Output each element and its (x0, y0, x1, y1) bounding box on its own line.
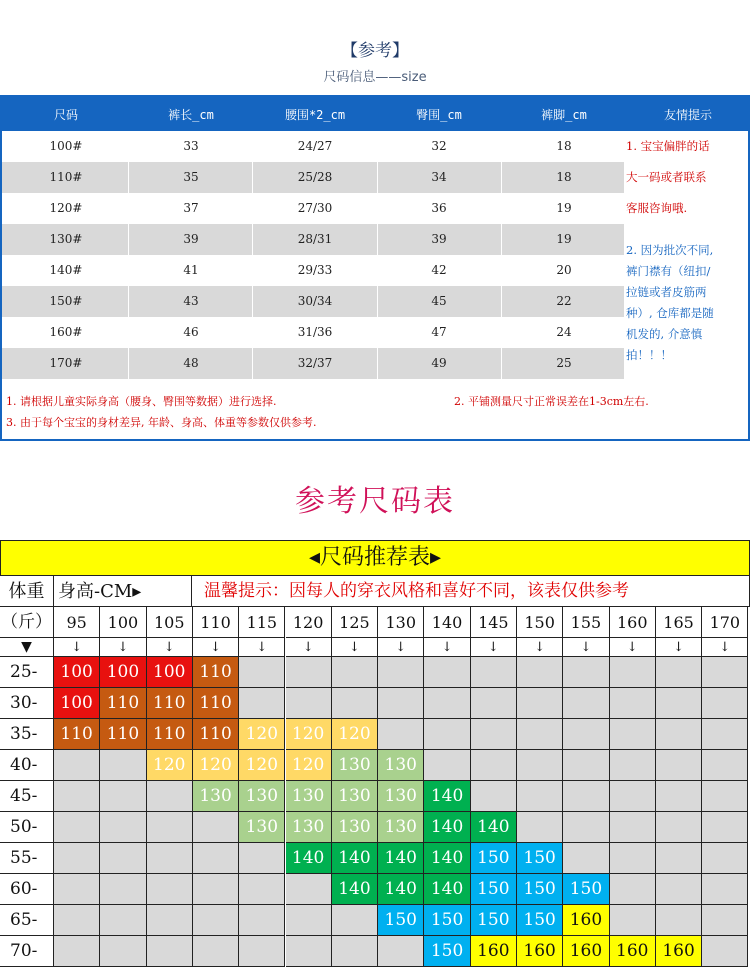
table-cell: 36 (431, 201, 447, 215)
table-cell: 47 (431, 325, 447, 339)
table-cell: 37 (183, 201, 199, 215)
size-cell (100, 874, 146, 905)
size-cell (610, 843, 656, 874)
size-cell (656, 688, 702, 719)
size-cell: 160 (563, 905, 609, 936)
size-cell (286, 688, 332, 719)
size-cell (656, 657, 702, 688)
ref-title: 【参考】 (341, 41, 409, 61)
weight-label: 体重 (0, 576, 54, 607)
size-cell (563, 750, 609, 781)
size-cell: 120 (286, 750, 332, 781)
size-cell (517, 657, 563, 688)
size-cell: 130 (332, 750, 378, 781)
table-cell: 30/34 (297, 294, 333, 308)
size-cell (54, 750, 100, 781)
ref-subtitle: 尺码信息——size (323, 70, 427, 85)
height-value: 140 (424, 607, 470, 638)
size-cell: 130 (286, 812, 332, 843)
down-arrow-icon: ↓ (610, 638, 656, 657)
size-cell (286, 936, 332, 967)
down-arrow-icon: ↓ (147, 638, 193, 657)
table-row (2, 224, 624, 255)
height-value: 110 (193, 607, 239, 638)
size-cell (610, 874, 656, 905)
weight-value: 60- (0, 874, 54, 905)
table-cell: 42 (431, 263, 447, 277)
column-header: 友情提示 (663, 108, 712, 122)
height-label: 身高-CM▸ (54, 576, 192, 607)
size-cell: 110 (193, 719, 239, 750)
table-row (2, 286, 624, 317)
table-cell: 120# (49, 201, 83, 215)
size-cell: 150 (424, 936, 470, 967)
height-value: 130 (378, 607, 424, 638)
size-cell (471, 719, 517, 750)
down-arrow-icon: ↓ (563, 638, 609, 657)
size-cell: 110 (100, 688, 146, 719)
down-arrow-icon: ↓ (332, 638, 378, 657)
size-recommendation-table (0, 540, 750, 960)
size-cell (517, 812, 563, 843)
size-cell (517, 750, 563, 781)
size-cell (100, 936, 146, 967)
size-cell (610, 905, 656, 936)
size-cell (332, 657, 378, 688)
size-cell: 150 (563, 874, 609, 905)
table-cell: 25 (556, 356, 572, 370)
size-cell (239, 874, 285, 905)
tip-line: 大一码或者联系 (626, 170, 707, 184)
column-header: 裤长_cm (168, 108, 214, 122)
table-row (2, 193, 624, 224)
weight-value: 70- (0, 936, 54, 967)
height-value: 120 (286, 607, 332, 638)
size-cell: 150 (517, 905, 563, 936)
size-cell (147, 843, 193, 874)
size-cell (54, 781, 100, 812)
size-cell: 130 (239, 812, 285, 843)
size-cell (563, 812, 609, 843)
size-cell (656, 781, 702, 812)
down-arrow-icon: ↓ (100, 638, 146, 657)
size-cell: 160 (610, 936, 656, 967)
size-cell (424, 750, 470, 781)
table-cell: 31/36 (297, 325, 333, 339)
size-cell (702, 719, 748, 750)
size-cell (702, 843, 748, 874)
size-cell: 130 (378, 750, 424, 781)
size-cell: 110 (100, 719, 146, 750)
size-cell (424, 657, 470, 688)
size-cell (332, 688, 378, 719)
size-cell (656, 812, 702, 843)
weight-value: 50- (0, 812, 54, 843)
size-cell: 110 (147, 719, 193, 750)
size-cell: 110 (54, 719, 100, 750)
weight-value: 40- (0, 750, 54, 781)
column-header: 裤脚_cm (541, 108, 587, 122)
size-cell (54, 843, 100, 874)
size-cell (471, 657, 517, 688)
size-cell (471, 688, 517, 719)
size-cell: 130 (378, 812, 424, 843)
size-cell (100, 781, 146, 812)
tip-line: 1. 宝宝偏胖的话 (626, 139, 710, 153)
down-arrow-icon: ↓ (471, 638, 517, 657)
size-cell: 140 (378, 874, 424, 905)
size-cell: 100 (147, 657, 193, 688)
column-divider (252, 131, 253, 379)
size-cell (610, 657, 656, 688)
table-row (2, 255, 624, 286)
table-cell: 170# (49, 356, 83, 370)
size-cell (563, 688, 609, 719)
size-cell (702, 657, 748, 688)
table-cell: 22 (556, 294, 572, 308)
size-cell (656, 874, 702, 905)
table-cell: 43 (183, 294, 199, 308)
tip-line: 机发的, 介意慎 (626, 327, 703, 341)
size-cell (193, 936, 239, 967)
recommendation-table-title: ◂尺码推荐表▸ (0, 540, 750, 576)
size-cell (471, 781, 517, 812)
size-cell: 140 (332, 843, 378, 874)
size-cell: 150 (471, 874, 517, 905)
height-value: 105 (147, 607, 193, 638)
size-cell (702, 905, 748, 936)
size-cell: 150 (517, 843, 563, 874)
size-cell: 150 (378, 905, 424, 936)
size-cell: 150 (471, 905, 517, 936)
weight-value: 45- (0, 781, 54, 812)
size-cell (563, 843, 609, 874)
size-cell (378, 719, 424, 750)
size-cell: 140 (424, 812, 470, 843)
size-cell: 140 (471, 812, 517, 843)
height-value: 170 (702, 607, 748, 638)
down-arrow-icon: ↓ (656, 638, 702, 657)
size-cell (54, 874, 100, 905)
size-cell (378, 688, 424, 719)
height-value: 115 (239, 607, 285, 638)
size-cell: 140 (286, 843, 332, 874)
size-cell (193, 874, 239, 905)
table-cell: 24/27 (297, 139, 333, 153)
size-cell (563, 781, 609, 812)
size-cell: 160 (471, 936, 517, 967)
size-cell: 130 (332, 781, 378, 812)
down-arrow-icon: ↓ (378, 638, 424, 657)
table-cell: 20 (556, 263, 572, 277)
size-cell: 100 (100, 657, 146, 688)
tip-line: 种）, 仓库都是随 (626, 306, 714, 320)
table-cell: 100# (49, 139, 83, 153)
weight-value: 35- (0, 719, 54, 750)
table-cell: 18 (556, 139, 572, 153)
size-cell: 160 (656, 936, 702, 967)
weight-value: 25- (0, 657, 54, 688)
size-cell: 140 (378, 843, 424, 874)
size-cell: 160 (517, 936, 563, 967)
size-cell: 140 (332, 874, 378, 905)
height-value: 165 (656, 607, 702, 638)
height-value: 125 (332, 607, 378, 638)
size-cell (54, 905, 100, 936)
height-value: 95 (54, 607, 100, 638)
down-arrow-icon: ↓ (517, 638, 563, 657)
size-cell (54, 812, 100, 843)
size-cell (193, 812, 239, 843)
size-cell: 130 (193, 781, 239, 812)
size-cell (702, 874, 748, 905)
down-arrow-icon: ↓ (193, 638, 239, 657)
table-cell: 48 (183, 356, 199, 370)
table-cell: 25/28 (297, 170, 333, 184)
table-cell: 39 (431, 232, 447, 246)
size-cell (147, 905, 193, 936)
height-value: 150 (517, 607, 563, 638)
size-cell (563, 719, 609, 750)
table-cell: 150# (49, 294, 83, 308)
jin-label: （斤） (0, 607, 54, 638)
size-cell: 110 (147, 688, 193, 719)
size-cell (517, 719, 563, 750)
table-cell: 35 (183, 170, 199, 184)
size-cell: 120 (332, 719, 378, 750)
column-divider (377, 131, 378, 379)
height-value: 145 (471, 607, 517, 638)
size-cell: 120 (239, 750, 285, 781)
table-row (2, 317, 624, 348)
size-cell (100, 812, 146, 843)
note-1: 1. 请根据儿童实际身高（腰身、臀围等数据）进行选择. (6, 395, 277, 408)
size-cell (378, 936, 424, 967)
size-cell: 100 (54, 657, 100, 688)
height-value: 100 (100, 607, 146, 638)
size-cell: 110 (193, 688, 239, 719)
size-cell: 110 (193, 657, 239, 688)
size-cell (471, 750, 517, 781)
down-arrow-icon: ↓ (239, 638, 285, 657)
size-cell: 130 (239, 781, 285, 812)
table-cell: 49 (431, 356, 447, 370)
size-cell: 100 (54, 688, 100, 719)
height-value: 160 (610, 607, 656, 638)
down-arrow-icon: ↓ (702, 638, 748, 657)
column-header: 腰围*2_cm (284, 108, 346, 122)
weight-value: 55- (0, 843, 54, 874)
table-cell: 34 (431, 170, 447, 184)
size-cell (424, 688, 470, 719)
note-3: 3. 由于每个宝宝的身材差异, 年龄、身高、体重等参数仅供参考. (6, 416, 317, 429)
size-cell (610, 750, 656, 781)
size-info-header (2, 97, 748, 131)
column-divider (501, 131, 502, 379)
size-cell (563, 657, 609, 688)
size-cell (702, 750, 748, 781)
size-cell (610, 812, 656, 843)
size-cell (100, 843, 146, 874)
size-cell (656, 905, 702, 936)
size-cell (54, 936, 100, 967)
size-cell (193, 905, 239, 936)
size-cell: 160 (563, 936, 609, 967)
size-cell (100, 750, 146, 781)
table-cell: 46 (183, 325, 199, 339)
table-cell: 27/30 (297, 201, 333, 215)
table-cell: 45 (431, 294, 447, 308)
size-cell (656, 750, 702, 781)
table-cell: 130# (49, 232, 83, 246)
size-cell: 140 (424, 781, 470, 812)
size-cell (147, 874, 193, 905)
size-cell (239, 905, 285, 936)
warm-hint: 温馨提示：因每人的穿衣风格和喜好不同，该表仅供参考 (192, 576, 750, 607)
size-cell: 130 (286, 781, 332, 812)
height-value: 155 (563, 607, 609, 638)
tip-line: 拍！！！ (626, 348, 672, 362)
weight-value: 65- (0, 905, 54, 936)
table-cell: 24 (556, 325, 572, 339)
table-cell: 32 (431, 139, 447, 153)
size-cell: 120 (193, 750, 239, 781)
table-cell: 19 (556, 232, 572, 246)
table-cell: 41 (183, 263, 199, 277)
table-cell: 140# (49, 263, 83, 277)
size-cell (656, 843, 702, 874)
size-cell: 150 (424, 905, 470, 936)
size-cell: 120 (147, 750, 193, 781)
size-cell (239, 688, 285, 719)
size-cell (332, 905, 378, 936)
down-arrow-icon: ↓ (424, 638, 470, 657)
tip-line: 裤门襟有（纽扣/ (626, 264, 711, 278)
size-cell (286, 874, 332, 905)
table-row (2, 348, 624, 379)
size-cell (100, 905, 146, 936)
table-cell: 160# (49, 325, 83, 339)
size-cell (147, 936, 193, 967)
size-cell: 130 (332, 812, 378, 843)
size-cell (378, 657, 424, 688)
column-header: 臀围_cm (416, 108, 462, 122)
size-cell (517, 781, 563, 812)
size-cell (286, 905, 332, 936)
size-cell (239, 657, 285, 688)
note-2: 2. 平铺测量尺寸正常误差在1-3cm左右. (454, 395, 649, 408)
size-cell (702, 688, 748, 719)
down-triangle-icon: ▼ (0, 638, 54, 657)
size-cell (239, 936, 285, 967)
table-row (2, 131, 624, 162)
table-cell: 28/31 (297, 232, 333, 246)
table-cell: 33 (183, 139, 199, 153)
table-cell: 32/37 (297, 356, 333, 370)
column-divider (128, 131, 129, 379)
table-row (2, 162, 624, 193)
tip-line: 客服咨询哦. (626, 201, 688, 215)
size-cell: 140 (424, 874, 470, 905)
size-cell (239, 843, 285, 874)
size-cell (702, 936, 748, 967)
weight-value: 30- (0, 688, 54, 719)
size-cell: 150 (471, 843, 517, 874)
size-cell (702, 781, 748, 812)
size-cell (147, 781, 193, 812)
column-header: 尺码 (53, 108, 78, 122)
size-cell (610, 688, 656, 719)
tip-line: 拉链或者皮筋两 (626, 285, 707, 299)
size-cell: 130 (378, 781, 424, 812)
size-cell: 150 (517, 874, 563, 905)
down-arrow-icon: ↓ (54, 638, 100, 657)
size-cell (332, 936, 378, 967)
size-cell (147, 812, 193, 843)
size-cell: 120 (239, 719, 285, 750)
size-cell: 140 (424, 843, 470, 874)
size-cell: 120 (286, 719, 332, 750)
size-cell (193, 843, 239, 874)
table-cell: 18 (556, 170, 572, 184)
size-chart-title: 参考尺码表 (295, 484, 455, 519)
table-cell: 19 (556, 201, 572, 215)
size-cell (610, 781, 656, 812)
down-arrow-icon: ↓ (286, 638, 332, 657)
size-cell (610, 719, 656, 750)
size-cell (702, 812, 748, 843)
table-cell: 110# (49, 170, 83, 184)
size-cell (656, 719, 702, 750)
tip-line: 2. 因为批次不同, (626, 243, 714, 257)
table-cell: 39 (183, 232, 199, 246)
size-info-table (0, 95, 750, 441)
size-cell (517, 688, 563, 719)
size-cell (424, 719, 470, 750)
size-cell (286, 657, 332, 688)
table-cell: 29/33 (297, 263, 333, 277)
